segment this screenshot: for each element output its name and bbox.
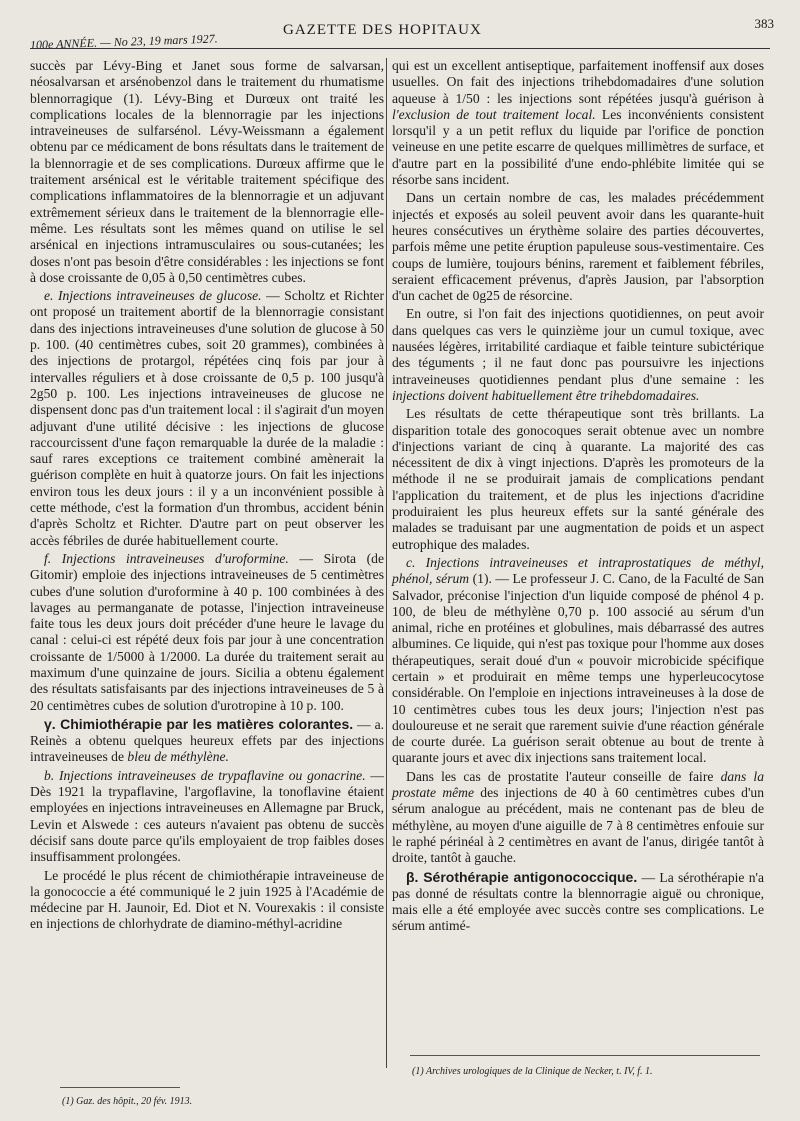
text-run: Les inconvénients consistent lorsqu'il y a un petit reflux du liquide par l'orifice de ponction veineuse en une petite escarre de quelques millimètres de surface, et d'autre part en la possibilité d'une endo-phlébite limitée qui se résorbe sans incident. (392, 106, 764, 188)
paragraph: Le procédé le plus récent de chimiothérapie intraveineuse de la gonococcie a été communiqué le 2 juin 1925 à l'Académie de médecine par H. Jaunoir, Ed. Diot et N. Vourexakis : il consiste en injections de chlorhydrate de diamino-méthyl-acridine (30, 867, 384, 932)
column-divider (386, 58, 387, 1068)
section-e-title: e. Injections intraveineuses de glucose. (44, 288, 262, 304)
section-c-title: c. Injections intraveineuses et intraprostatiques de méthyl, phénol, sérum (392, 554, 764, 587)
issue-info: 100e ANNÉE. — No 23, 19 mars 1927. (29, 31, 218, 52)
text-run: En outre, si l'on fait des injections quotidiennes, on peut avoir dans quelques cas vers le quinzième jour un cumul toxique, avec nausées légères, irritabilité cardiaque et faible teinture subictérique des téguments ; il ne faut donc pas poursuivre les injections intraveineuses quotidiennes pendant plus d'une semaine : les (392, 306, 764, 387)
section-f-title: f. Injections intraveineuses d'uroformine. (44, 550, 289, 566)
paragraph: succès par Lévy-Bing et Janet sous forme de salvarsan, néosalvarsan et arsénobenzol dans le traitement du rhumatisme blennorragique (1). Lévy-Bing et Durœux ont traité les complications locales de la blennorragie par les injections intraveineuses de sulfarsénol. Lévy-Weissmann a également obtenu par ce médicament de bons résultats dans le traitement de la blennorragie et de ses complications. Durœux affirme que le traitement arsénical est le véritable traitement spécifique des complications inflammatoires de la blennorragie et un adjuvant extrêmement sérieux dans le traitement de la blennorragie elle-même. Les résultats sont les mêmes quand on utilise le sel arsénical en injections intramusculaires ou sous-cutanées; les doses n'ont pas besoin d'être considérables : les injections se font à dose croissante de 0,05 à 0,50 centimètres cubes. (30, 58, 384, 285)
text-run: des injections de 40 à 60 centimètres cubes d'un sérum analogue au précédent, mais ne contenant pas de bleu de méthylène, au moyen d'une aiguille de 7 à 8 centimètres enfouie sur le raphé périnéal à 2 centimètres en avant de l'anus, dirigée tantôt à droite, tantôt à gauche. (392, 785, 764, 866)
section-e-text: — Scholtz et Richter ont proposé un traitement abortif de la blennorragie consistant dans des injections intraveineuses d'une solution de glucose à 50 p. 100. (40 centimètres cubes, soit 20 grammes), combinées à des injections de protargol, répétées cinq fois par jour à intervalles réguliers et à dose croissante de 0,5 p. 100 jusqu'à 2g50 p. 100. Les injections intraveineuses de glucose ne dispensent donc pas d'un traitement local : il s'agirait d'un moyen adjuvant d'une utilité décisive : les injections de glucose raccourcissent d'une façon remarquable la durée de la maladie : sauf rares exceptions ce traitement combiné amènerait la guérison complète en huit à quatorze jours. On fait les injections environ tous les deux jours : il y a un inconvénient possible à cette méthode, c'est la formation d'un thrombus, accident bénin d'après Scholtz et Richter. D'autre part on peut observer les accès fébriles de durée habituellement courte. (30, 288, 384, 548)
paragraph: Dans un certain nombre de cas, les malades précédemment injectés et exposés au soleil peuvent avoir dans les quarante-huit heures consécutives un érythème solaire des parties découvertes, parfois même une petite éruption papuleuse sous-vestimentaire. Ces coups de lumière, toujours bénins, rarement et faiblement fébriles, seraient efficacement prévenus, d'après Jausion, par l'absorption d'un cachet de 0g25 de résorcine. (392, 190, 764, 304)
paragraph (392, 58, 764, 188)
section-gamma (30, 716, 384, 766)
header-rule (30, 48, 770, 49)
footnote-rule-right (410, 1055, 760, 1056)
text-run: Dans les cas de prostatite l'auteur conseille de faire (406, 768, 721, 784)
paragraph (392, 769, 764, 867)
section-b-title: b. Injections intraveineuses de trypaflavine ou gonacrine. (44, 767, 366, 783)
section-b (30, 768, 384, 866)
section-gamma-italic: bleu de méthylène. (127, 749, 229, 765)
text-run-italic: dans la prostate même (392, 768, 765, 801)
text-run: qui est un excellent antiseptique, parfaitement inoffensif aux doses usuelles. On fait des injections trihebdomadaires d'une solution aqueuse à 1/50 : les injections sont répétées jusqu'à guérison à (392, 58, 764, 106)
paragraph: Les résultats de cette thérapeutique sont très brillants. La disparition totale des gonocoques serait obtenue avec un nombre d'injections variant de cinq à quarante. La majorité des cas nécessitent de dix à vingt injections. D'après les promoteurs de la méthode il ne se produirait jamais de complications pendant l'application du traitement, et de plus les injections d'acridine produiraient les plus heureux effets sur la santé générale des malades se traduisant par une augmentation de poids et un aspect eutrophique des malades. (392, 406, 764, 552)
page-header (0, 8, 800, 52)
section-f-text: — Sirota (de Gitomir) emploie des injections intraveineuses de 5 centimètres cubes d'une solution d'uroformine à 40 p. 100 combinées à des lavages au permanganate de potasse, l'injection intraveineuse faite tous les deux jours doit précéder d'une heure le lavage du canal : celui-ci est répété deux fois par jour à une concentration croissante de 1/5000 à 1/2000. La durée du traitement serait au maximum d'une quinzaine de jours. Sicilia a obtenu également des résultats satisfaisants par des injections intraveineuses de 5 à 20 centimètres cubes de solution d'urotropine à 10 p. 100. (30, 550, 384, 713)
page-number: 383 (754, 16, 774, 31)
right-column (392, 58, 764, 937)
section-beta-title: β. Sérothérapie antigonococcique. (406, 868, 638, 885)
footnote-rule-left (60, 1087, 180, 1088)
section-f (30, 551, 384, 714)
section-beta (392, 869, 764, 935)
left-column (30, 58, 384, 935)
section-gamma-title: γ. Chimiothérapie par les matières colorantes. (44, 715, 354, 732)
section-c-text: (1). — Le professeur J. C. Cano, de la Faculté de San Salvador, préconise l'injection d'un liquide composé de phénol 4 p. 100, de bleu de méthylène 0,70 p. 100 associé au sérum d'un animal, riche en protéines et globulines, mais débarrassé des autres albumines. Ce liquide, qui n'est pas toxique pour l'homme aux doses thérapeutiques, serait doué d'un « pouvoir microbicide spécifique certain » et produirait en même temps une hyperleucocytose considérable. On l'emploie en injections intraveineuses à la dose de 10 centimètres cubes tous les deux jours; l'injection n'est pas douloureuse et ne serait que rarement suivie d'une réaction générale de courte durée. La guérison serait obtenue au bout de trente à quarante jours et avec dix injections sans traitement local. (392, 571, 764, 766)
section-gamma-text: — a. Reinès a obtenu quelques heureux effets par des injections intraveineuses de (30, 716, 384, 765)
journal-title: GAZETTE DES HOPITAUX (283, 22, 482, 38)
paragraph (392, 306, 764, 404)
section-c (392, 555, 764, 767)
section-e (30, 288, 384, 549)
section-beta-text: — La sérothérapie n'a pas donné de résultats contre la blennorragie aiguë ou chronique, mais elle a été employée avec succès contre ses complications. Le sérum antimé- (392, 869, 764, 934)
text-run-italic: l'exclusion de tout traitement local. (392, 106, 596, 122)
text-run-italic: injections doivent habituellement être trihebdomadaires. (392, 387, 700, 403)
section-b-text: — Dès 1921 la trypaflavine, l'argoflavine, la tonoflavine étaient employées en injections intraveineuses en Allemagne par Bruck, Levin et Alswede : ces auteurs n'avaient pas obtenu de succès décisif sans doute parce qu'ils employaient de trop faibles doses insuffisamment prolongées. (30, 767, 384, 865)
footnote-left: (1) Gaz. des hôpit., 20 fév. 1913. (62, 1096, 193, 1107)
footnote-right: (1) Archives urologiques de la Clinique de Necker, t. IV, f. 1. (412, 1066, 653, 1077)
